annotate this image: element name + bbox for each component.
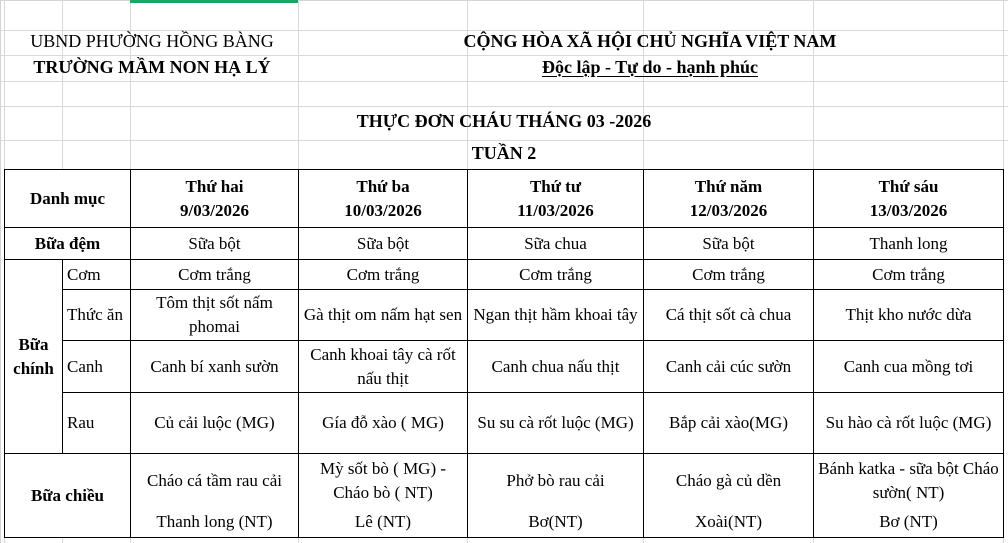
veg-label[interactable]: Rau (63, 393, 131, 454)
day-date: 12/03/2026 (689, 200, 768, 220)
afternoon-fruit-mon[interactable]: Thanh long (NT) (131, 508, 299, 538)
soup-row (5, 341, 1004, 393)
day-name: Thứ năm (694, 176, 763, 196)
veg-cell-tue[interactable]: Gía đỗ xào ( MG) (299, 393, 468, 454)
day-header-mon[interactable] (131, 170, 299, 228)
veg-cell-wed[interactable]: Su su cà rốt luộc (MG) (468, 393, 644, 454)
category-header[interactable]: Danh mục (5, 170, 131, 228)
afternoon-dish-row (5, 454, 1004, 508)
page-title: THỰC ĐƠN CHÁU THÁNG 03 -2026 (356, 111, 652, 131)
rice-label[interactable]: Cơm (63, 260, 131, 290)
snack-cell-mon[interactable]: Sữa bột (131, 228, 299, 260)
afternoon-fruit-wed[interactable]: Bơ(NT) (468, 508, 644, 538)
afternoon-label[interactable]: Bữa chiều (5, 454, 131, 538)
day-date: 10/03/2026 (344, 200, 422, 220)
republic-title: CỘNG HÒA XÃ HỘI CHỦ NGHĨA VIỆT NAM (463, 31, 837, 51)
veg-row (5, 393, 1004, 454)
afternoon-dish-wed[interactable]: Phở bò rau cải (468, 454, 644, 508)
main-meal-text: Bữa chính (13, 334, 54, 378)
day-name: Thứ sáu (878, 176, 939, 196)
day-date: 9/03/2026 (180, 200, 249, 220)
rice-row (5, 260, 1004, 290)
snack-cell-thu[interactable]: Sữa bột (644, 228, 814, 260)
week-label: TUẦN 2 (471, 143, 537, 163)
food-cell-thu[interactable]: Cá thịt sốt cà chua (644, 290, 814, 341)
soup-cell-mon[interactable]: Canh bí xanh sườn (131, 341, 299, 393)
day-header-thu[interactable] (644, 170, 814, 228)
afternoon-fruit-tue[interactable]: Lê (NT) (299, 508, 468, 538)
school-name: TRƯỜNG MẦM NON HẠ LÝ (33, 57, 271, 77)
day-date: 11/03/2026 (517, 200, 594, 220)
veg-cell-mon[interactable]: Củ cải luộc (MG) (131, 393, 299, 454)
rice-cell-wed[interactable]: Cơm trắng (468, 260, 644, 290)
day-header-wed[interactable] (468, 170, 644, 228)
snack-cell-wed[interactable]: Sữa chua (468, 228, 644, 260)
afternoon-dish-fri[interactable]: Bánh katka - sữa bột Cháo sườn( NT) (814, 454, 1004, 508)
food-row (5, 290, 1004, 341)
main-meal-label[interactable] (5, 260, 63, 454)
snack-cell-fri[interactable]: Thanh long (814, 228, 1004, 260)
food-cell-mon[interactable]: Tôm thịt sốt nấm phomai (131, 290, 299, 341)
selected-cell-indicator (130, 0, 298, 3)
rice-cell-thu[interactable]: Cơm trắng (644, 260, 814, 290)
snack-label[interactable]: Bữa đệm (5, 228, 131, 260)
rice-cell-mon[interactable]: Cơm trắng (131, 260, 299, 290)
food-cell-wed[interactable]: Ngan thịt hầm khoai tây (468, 290, 644, 341)
soup-cell-wed[interactable]: Canh chua nấu thịt (468, 341, 644, 393)
meal-plan-table (4, 169, 1004, 538)
food-cell-tue[interactable]: Gà thịt om nấm hạt sen (299, 290, 468, 341)
soup-cell-fri[interactable]: Canh cua mồng tơi (814, 341, 1004, 393)
soup-label[interactable]: Canh (63, 341, 131, 393)
day-header-tue[interactable] (299, 170, 468, 228)
day-name: Thứ ba (356, 176, 410, 196)
food-cell-fri[interactable]: Thịt kho nước dừa (814, 290, 1004, 341)
snack-cell-tue[interactable]: Sữa bột (299, 228, 468, 260)
veg-cell-fri[interactable]: Su hào cà rốt luộc (MG) (814, 393, 1004, 454)
rice-cell-fri[interactable]: Cơm trắng (814, 260, 1004, 290)
afternoon-dish-mon[interactable]: Cháo cá tầm rau cải (131, 454, 299, 508)
afternoon-dish-tue[interactable]: Mỳ sốt bò ( MG) - Cháo bò ( NT) (299, 454, 468, 508)
day-name: Thứ hai (185, 176, 244, 196)
day-name: Thứ tư (529, 176, 582, 196)
national-motto: Độc lập - Tự do - hạnh phúc (541, 57, 759, 77)
day-date: 13/03/2026 (869, 200, 948, 220)
day-header-row (5, 170, 1004, 228)
afternoon-fruit-thu[interactable]: Xoài(NT) (644, 508, 814, 538)
soup-cell-tue[interactable]: Canh khoai tây cà rốt nấu thịt (299, 341, 468, 393)
soup-cell-thu[interactable]: Canh cải cúc sườn (644, 341, 814, 393)
afternoon-fruit-row (5, 508, 1004, 538)
afternoon-dish-thu[interactable]: Cháo gà củ dền (644, 454, 814, 508)
snack-row (5, 228, 1004, 260)
rice-cell-tue[interactable]: Cơm trắng (299, 260, 468, 290)
food-label[interactable]: Thức ăn (63, 290, 131, 341)
ward-name: UBND PHƯỜNG HỒNG BÀNG (30, 31, 274, 51)
veg-cell-thu[interactable]: Bắp cải xào(MG) (644, 393, 814, 454)
afternoon-fruit-fri[interactable]: Bơ (NT) (814, 508, 1004, 538)
day-header-fri[interactable] (814, 170, 1004, 228)
